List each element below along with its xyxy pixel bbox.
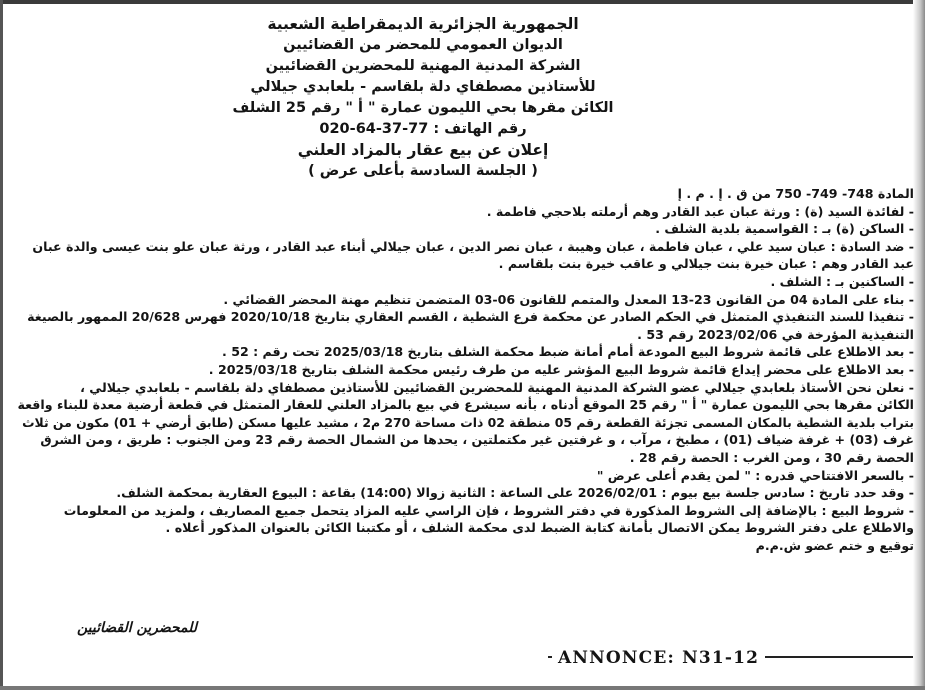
announcement-subtitle: ( الجلسة السادسة بأعلى عرض ) bbox=[308, 163, 538, 179]
announcement-body bbox=[14, 185, 914, 554]
signature-line: للمحضرين القضائيين bbox=[77, 620, 197, 636]
scan-edge-bottom bbox=[0, 686, 925, 690]
beneficiary-line: - لفائدة السيد (ة) : ورثة عبان عبد القادر وهم أرملته بلاحجي فاطمة . bbox=[486, 203, 914, 219]
bailiffs-names-line: للأستاذين مصطفاي دلة بلقاسم - بلعابدي جيلالي bbox=[250, 79, 596, 95]
address-line: الكائن مقرها بحي الليمون عمارة " أ " رقم 25 الشلف bbox=[232, 100, 614, 116]
sale-terms-line-1: - شروط البيع : بالإضافة إلى الشروط المذكورة في دفتر الشروط ، فإن الراسي عليه المزاد يتحمل جميع المصاريف ، ولمزيد من المعلومات bbox=[63, 502, 914, 518]
registry-line: - بعد الاطلاع على محضر إيداع قائمة شروط البيع المؤشر عليه من طرف رئيس محكمة الشلف بتاريخ 2025/03/18 . bbox=[208, 361, 914, 377]
announcement-title: إعلان عن بيع عقار بالمزاد العلني bbox=[297, 141, 549, 159]
annonce-number: ANNONCE: N31-12 bbox=[552, 648, 765, 668]
against-residence-line: - الساكنين بـ : الشلف . bbox=[770, 273, 914, 289]
law-line: - بناء على المادة 04 من القانون 23-13 المعدل والمتمم للقانون 06-03 المتضمن تنظيم مهنة المحضر القضائي . bbox=[223, 291, 914, 307]
company-line: الشركة المدنية المهنية للمحضرين القضائيين bbox=[265, 58, 581, 74]
office-line: الديوان العمومي للمحضر من القضائيين bbox=[283, 37, 563, 53]
closing-line: توقيع و ختم عضو ش.م.م bbox=[755, 537, 914, 553]
announcement-line-2: الكائن مقرها بحي الليمون عمارة " أ " رقم 25 الموقع أدناه ، بأنه سيشرع في بيع بالمزاد العلني للعقار المتمثل في قطعة أرضية معدة للبناء واقعة bbox=[17, 397, 914, 413]
announcement-header bbox=[153, 14, 693, 182]
beneficiary-residence-line: - الساكن (ة) بـ : القواسمية بلدية الشلف . bbox=[655, 221, 914, 237]
execution-line-2: التنفيذية المؤرخة في 2023/02/06 رقم 53 . bbox=[637, 326, 914, 342]
execution-line-1: - تنفيذا للسند التنفيذي المتمثل في الحكم الصادر عن محكمة فرع الشطية ، القسم العقاري بتاريخ 2020/10/18 فهرس 20/628 الممهور بالصيغة bbox=[27, 309, 914, 325]
announcement-line-3: بتراب بلدية الشطية بالمكان المسمى تجزئة القطعة رقم 05 منطقة 02 ذات مساحة 270 م2 ، مشيد عليها مسكن (طابق أرضي + 01) مكون من ثلاث bbox=[22, 414, 914, 430]
phone-line: رقم الهاتف : 77-37-64-020 bbox=[319, 121, 527, 137]
republic-line: الجمهورية الجزائرية الديمقراطية الشعبية bbox=[267, 15, 579, 33]
opening-price-line: - بالسعر الافتتاحي قدره : " لمن يقدم أعلى عرض " bbox=[596, 467, 914, 483]
conditions-list-line: - بعد الاطلاع على قائمة شروط البيع المودعة أمام أمانة ضبط محكمة الشلف بتاريخ 2025/03/18 تحت رقم : 52 . bbox=[222, 344, 914, 360]
announcement-line-4: غرف (03) + غرفة ضياف (01) ، مطبخ ، مرآب ، و غرفتين غير مكتملتين ، يحدها من الشمال الحصة رقم 23 ومن الجنوب : طريق ، ومن الشرق bbox=[40, 432, 914, 448]
against-line-2: عبد القادر وهم : عبان خيرة بنت جيلالي و عاقب خيرة بنت بلقاسم . bbox=[498, 256, 914, 272]
scan-edge-left bbox=[0, 0, 3, 690]
announcement-line-5: الحصة رقم 30 ، ومن الغرب : الحصة رقم 28 . bbox=[629, 449, 914, 465]
articles-line: المادة 748- 749- 750 من ق . إ . م . إ bbox=[677, 186, 914, 201]
sale-terms-line-2: والاطلاع على دفتر الشروط يمكن الاتصال بأمانة كتابة الضبط لدى محكمة الشلف ، أو مكتبنا الكائن بالعنوان المذكور أعلاه . bbox=[165, 520, 914, 536]
session-line: - وقد حدد تاريخ : سادس جلسة بيع بيوم : 2026/02/01 على الساعة : الثانية زوالا (14:00) بقاعة : البيوع العقارية بمحكمة الشلف. bbox=[116, 485, 914, 501]
scan-edge-top bbox=[0, 0, 925, 4]
announcement-line-1: - نعلن نحن الأستاذ بلعابدي جيلالي عضو الشركة المدنية المهنية للمحضرين القضائيين للأستاذين مصطفاي دلة بلقاسم - بلعابدي جيلالي ، bbox=[80, 379, 914, 395]
against-line-1: - ضد السادة : عبان سيد علي ، عبان فاطمة ، عبان وهيبة ، عبان نصر الدين ، عبان جيلالي أبناء عبد القادر ، ورثة عبان علو بنت عيسى والدة عبان bbox=[32, 238, 914, 254]
scan-edge-right bbox=[913, 0, 925, 690]
